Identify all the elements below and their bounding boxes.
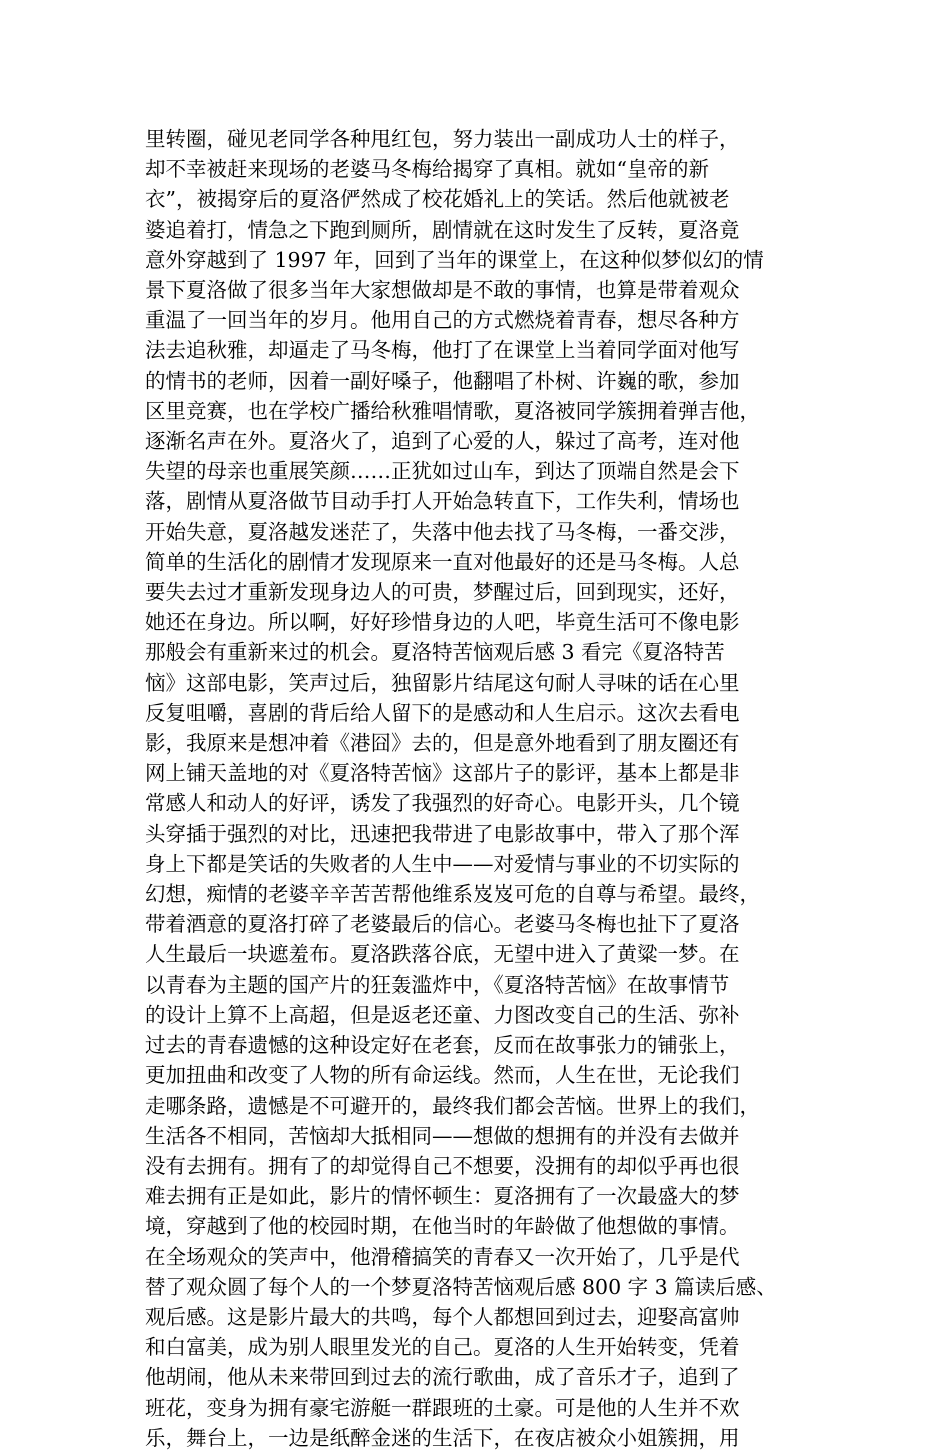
text-line: 班花，变身为拥有豪宅游艇一群跟班的土豪。可是他的人生并不欢 <box>145 1395 740 1420</box>
text-line: 要失去过才重新发现身边人的可贵，梦醒过后，回到现实，还好， <box>145 580 740 605</box>
text-line: 以青春为主题的国产片的狂轰滥炸中，《夏洛特苦恼》在故事情节 <box>145 972 730 997</box>
text-line: 意外穿越到了 1997 年，回到了当年的课堂上，在这种似梦似幻的情 <box>145 247 764 272</box>
text-line: 她还在身边。所以啊，好好珍惜身边的人吧，毕竟生活可不像电影 <box>145 610 740 635</box>
text-line: 法去追秋雅，却逼走了马冬梅，他打了在课堂上当着同学面对他写 <box>145 338 740 363</box>
text-line: 替了观众圆了每个人的一个梦夏洛特苦恼观后感 800 字 3 篇读后感、 <box>145 1274 777 1299</box>
text-line: 乐，舞台上，一边是纸醉金迷的生活下，在夜店被众小姐簇拥，用 <box>145 1425 740 1450</box>
text-line: 却不幸被赶来现场的老婆马冬梅给揭穿了真相。就如“皇帝的新 <box>145 157 709 182</box>
text-line: 区里竞赛，也在学校广播给秋雅唱情歌，夏洛被同学簇拥着弹吉他， <box>145 398 760 423</box>
text-line: 幻想，痴情的老婆辛辛苦苦帮他维系岌岌可危的自尊与希望。最终， <box>145 882 760 907</box>
text-line: 的情书的老师，因着一副好嗓子，他翻唱了朴树、许巍的歌，参加 <box>145 368 740 393</box>
text-line: 没有去拥有。拥有了的却觉得自己不想要，没拥有的却似乎再也很 <box>145 1153 740 1178</box>
text-line: 过去的青春遗憾的这种设定好在老套，反而在故事张力的铺张上， <box>145 1033 740 1058</box>
body-text <box>145 124 815 1453</box>
text-line: 常感人和动人的好评，诱发了我强烈的好奇心。电影开头，几个镜 <box>145 791 740 816</box>
text-line: 景下夏洛做了很多当年大家想做却是不敢的事情，也算是带着观众 <box>145 278 740 303</box>
text-line: 重温了一回当年的岁月。他用自己的方式燃烧着青春，想尽各种方 <box>145 308 740 333</box>
text-line: 生活各不相同，苦恼却大抵相同——想做的想拥有的并没有去做并 <box>145 1123 740 1148</box>
text-line: 的设计上算不上高超，但是返老还童、力图改变自己的生活、弥补 <box>145 1002 740 1027</box>
text-line: 恼》这部电影，笑声过后，独留影片结尾这句耐人寻味的话在心里 <box>145 670 740 695</box>
text-line: 那般会有重新来过的机会。夏洛特苦恼观后感 3 看完《夏洛特苦 <box>145 640 725 665</box>
text-line: 逐渐名声在外。夏洛火了，追到了心爱的人，躲过了高考，连对他 <box>145 429 740 454</box>
text-line: 影，我原来是想冲着《港囧》去的，但是意外地看到了朋友圈还有 <box>145 731 740 756</box>
text-line: 境，穿越到了他的校园时期，在他当时的年龄做了他想做的事情。 <box>145 1214 740 1239</box>
text-line: 在全场观众的笑声中，他滑稽搞笑的青春又一次开始了，几乎是代 <box>145 1244 740 1269</box>
text-line: 带着酒意的夏洛打碎了老婆最后的信心。老婆马冬梅也扯下了夏洛 <box>145 912 740 937</box>
text-line: 观后感。这是影片最大的共鸣，每个人都想回到过去，迎娶高富帅 <box>145 1304 740 1329</box>
text-line: 更加扭曲和改变了人物的所有命运线。然而，人生在世，无论我们 <box>145 1063 740 1088</box>
text-line: 开始失意，夏洛越发迷茫了，失落中他去找了马冬梅，一番交涉， <box>145 519 740 544</box>
text-line: 和白富美，成为别人眼里发光的自己。夏洛的人生开始转变，凭着 <box>145 1335 740 1360</box>
text-line: 反复咀嚼，喜剧的背后给人留下的是感动和人生启示。这次去看电 <box>145 700 740 725</box>
text-line: 身上下都是笑话的失败者的人生中——对爱情与事业的不切实际的 <box>145 851 740 876</box>
text-line: 衣”，被揭穿后的夏洛俨然成了校花婚礼上的笑话。然后他就被老 <box>145 187 730 212</box>
text-line: 他胡闹，他从未来带回到过去的流行歌曲，成了音乐才子，追到了 <box>145 1365 740 1390</box>
text-line: 网上铺天盖地的对《夏洛特苦恼》这部片子的影评，基本上都是非 <box>145 761 740 786</box>
text-line: 难去拥有正是如此，影片的情怀顿生：夏洛拥有了一次最盛大的梦 <box>145 1184 740 1209</box>
text-line: 失望的母亲也重展笑颜……正犹如过山车，到达了顶端自然是会下 <box>145 459 740 484</box>
text-line: 人生最后一块遮羞布。夏洛跌落谷底，无望中进入了黄粱一梦。在 <box>145 942 740 967</box>
text-line: 走哪条路，遗憾是不可避开的，最终我们都会苦恼。世界上的我们， <box>145 1093 760 1118</box>
text-line: 简单的生活化的剧情才发现原来一直对他最好的还是马冬梅。人总 <box>145 549 740 574</box>
text-line: 落，剧情从夏洛做节目动手打人开始急转直下，工作失利，情场也 <box>145 489 740 514</box>
text-line: 婆追着打，情急之下跑到厕所，剧情就在这时发生了反转，夏洛竟 <box>145 217 740 242</box>
text-line: 头穿插于强烈的对比，迅速把我带进了电影故事中，带入了那个浑 <box>145 821 740 846</box>
text-line: 里转圈，碰见老同学各种甩红包，努力装出一副成功人士的样子， <box>145 127 740 151</box>
